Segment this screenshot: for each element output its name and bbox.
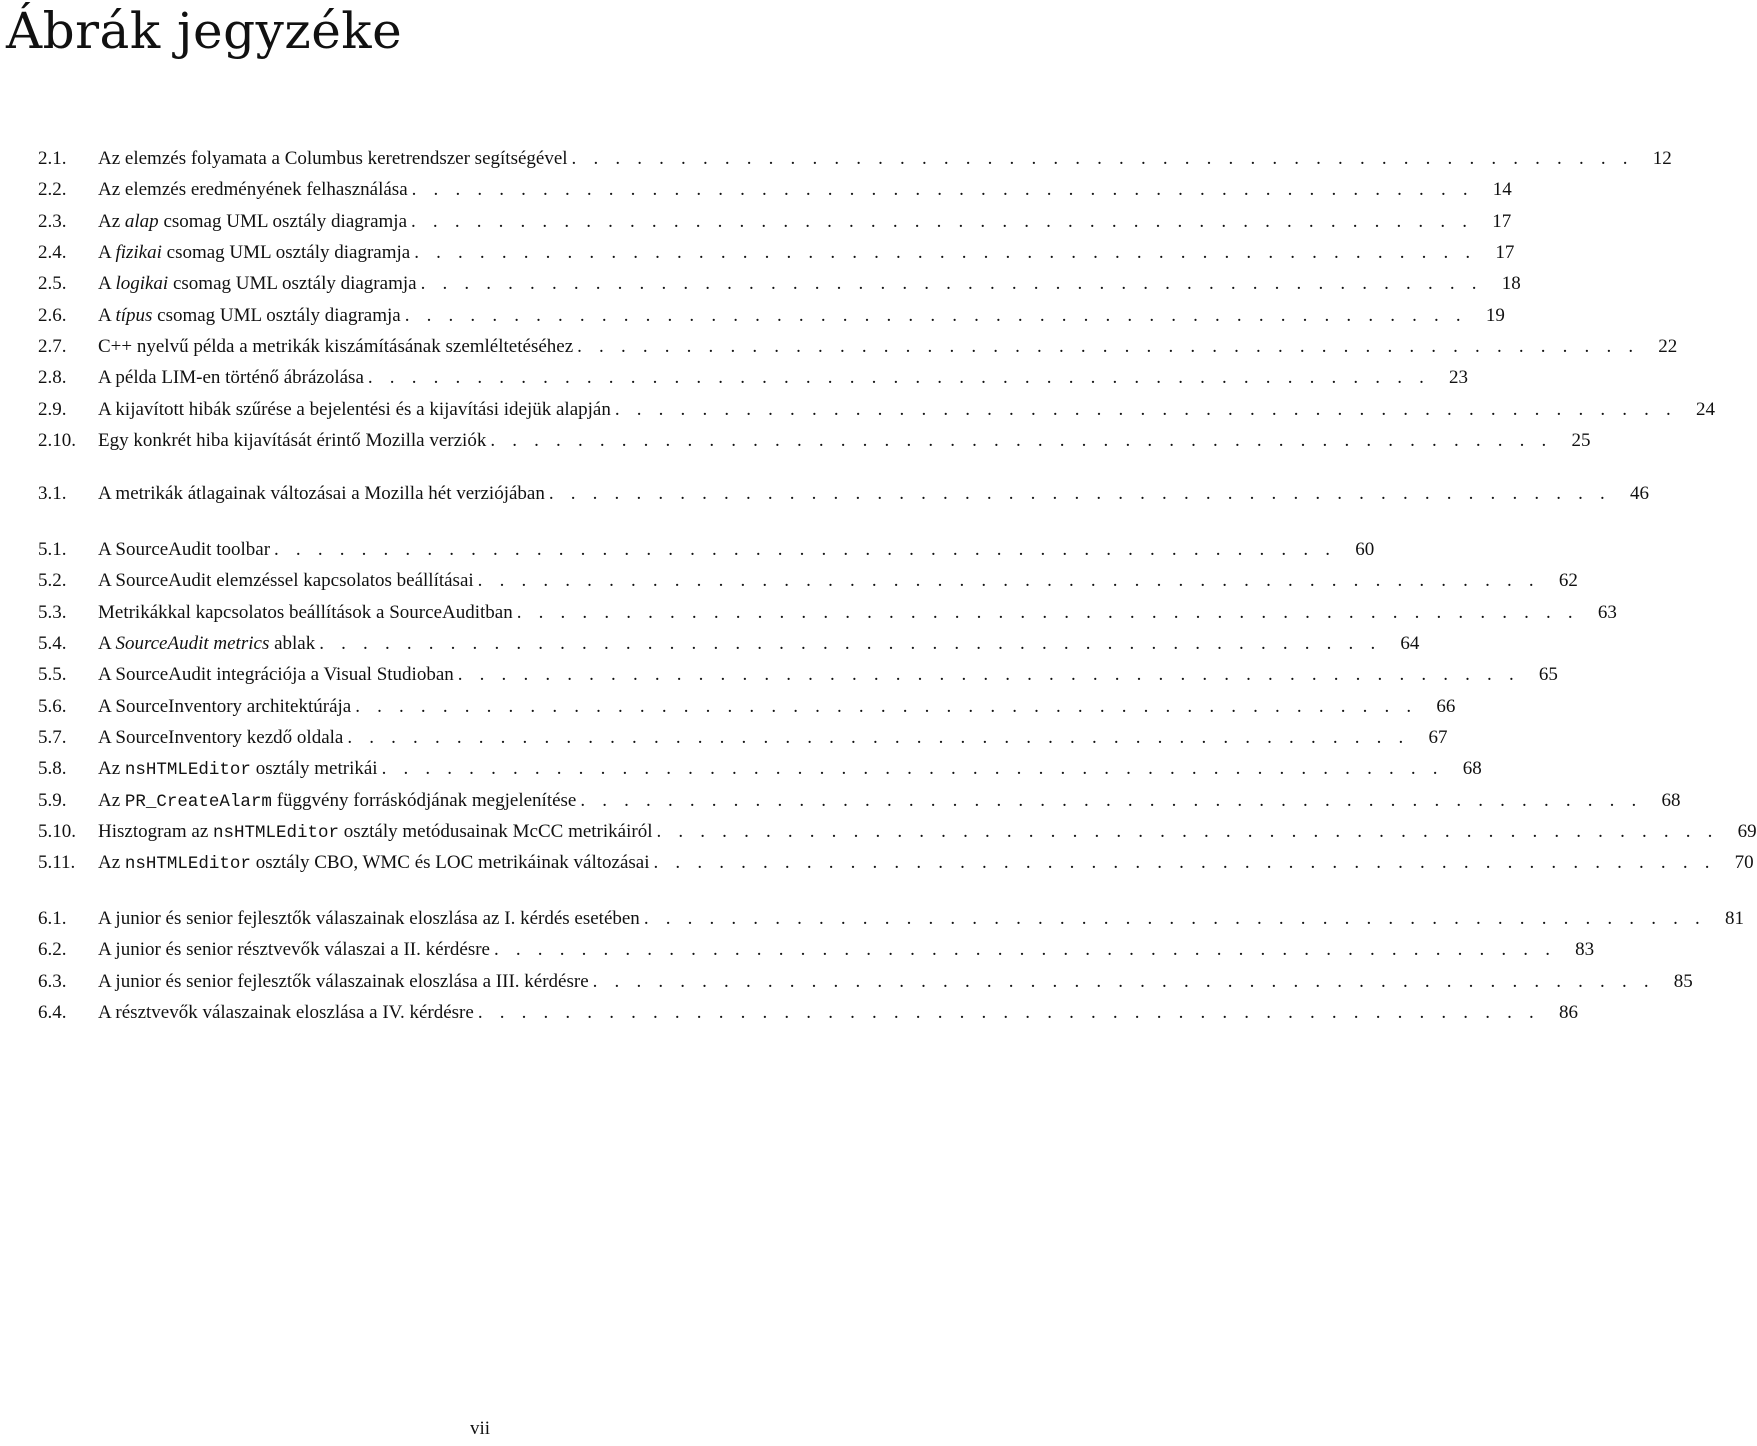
figure-title-part: A SourceInventory kezdő oldala: [98, 727, 344, 749]
page-ref: 86: [1558, 1002, 1578, 1024]
figure-number: 2.7.: [38, 336, 67, 358]
figure-number: 3.1.: [38, 483, 67, 504]
figure-title: [98, 997, 474, 1028]
figure-number: 5.1.: [38, 539, 67, 560]
page-number: vii: [469, 1418, 491, 1439]
figure-number: 2.2.: [38, 179, 67, 201]
figure-number: 2.10.: [38, 430, 76, 452]
page-ref: 60: [1355, 539, 1375, 560]
figure-number: 6.3.: [38, 970, 67, 992]
page-ref: 68: [1661, 789, 1681, 811]
toc-entry[interactable]: [38, 425, 1591, 456]
dot-leader: . . . . . . . . . . . . . . . . . . . . . . . . . . . . . . . . . . . . . . . . . . . . . . . . .: [457, 664, 1520, 686]
dot-leader: . . . . . . . . . . . . . . . . . . . . . . . . . . . . . . . . . . . . . . . . . . . . . . . . .: [490, 430, 1553, 452]
dot-leader: . . . . . . . . . . . . . . . . . . . . . . . . . . . . . . . . . . . . . . . . . . . . . . . . .: [653, 852, 1716, 874]
figure-title-part: Metrikákkal kapcsolatos beállítások a SourceAuditban: [98, 601, 513, 623]
figure-title-part: csomag UML osztály diagramja: [168, 273, 417, 295]
figure-title-part: A junior és senior fejlesztők válaszainak eloszlása a III. kérdésre: [98, 970, 589, 992]
figure-title-part: Hisztogram az: [98, 821, 214, 843]
toc-entry[interactable]: [38, 753, 1482, 784]
figure-title-part: A: [98, 242, 116, 264]
figure-title: [98, 966, 589, 997]
page-ref: 68: [1462, 758, 1482, 780]
figure-title: [98, 565, 474, 596]
dot-leader: . . . . . . . . . . . . . . . . . . . . . . . . . . . . . . . . . . . . . . . . . . . . . . . . .: [414, 242, 1477, 264]
figure-title: [98, 534, 270, 565]
dot-leader: . . . . . . . . . . . . . . . . . . . . . . . . . . . . . . . . . . . . . . . . . . . . . . . . .: [420, 273, 1483, 295]
toc-group-chapter-3: [38, 478, 1649, 509]
page-ref: 64: [1400, 633, 1420, 655]
figure-title: [98, 425, 486, 456]
figure-number: 5.6.: [38, 695, 67, 717]
toc-entry[interactable]: [38, 816, 1757, 847]
figure-title-part: Az: [98, 789, 125, 811]
figure-title-part: fizikai: [115, 242, 162, 264]
figure-title-part: típus: [115, 304, 153, 326]
figure-number: 2.8.: [38, 367, 67, 389]
figure-title-part: Az: [98, 758, 125, 780]
figure-number: 5.5.: [38, 664, 67, 686]
page-ref: 62: [1558, 570, 1578, 592]
figure-number: 5.2.: [38, 570, 67, 592]
page-ref: 67: [1428, 727, 1448, 749]
page-ref: 81: [1724, 908, 1744, 929]
figure-number: 5.8.: [38, 758, 67, 780]
figure-title: [98, 785, 576, 818]
dot-leader: . . . . . . . . . . . . . . . . . . . . . . . . . . . . . . . . . . . . . . . . . . . . . . . . .: [355, 695, 1418, 717]
figure-title-part: A példa LIM-en történő ábrázolása: [98, 367, 364, 389]
figure-title-part: A SourceAudit elemzéssel kapcsolatos beállításai: [98, 570, 474, 592]
figure-title: [98, 659, 454, 690]
toc-entry[interactable]: [38, 394, 1715, 425]
page-ref: 63: [1597, 601, 1617, 623]
figure-title: [98, 628, 315, 659]
toc-entry[interactable]: [38, 331, 1678, 362]
dot-leader: . . . . . . . . . . . . . . . . . . . . . . . . . . . . . . . . . . . . . . . . . . . . . . . . .: [614, 398, 1677, 420]
page-ref: 19: [1485, 304, 1505, 326]
toc-entry[interactable]: [38, 143, 1672, 174]
page-ref: 85: [1673, 970, 1693, 992]
figure-title: [98, 816, 652, 849]
figure-title-part: A: [98, 304, 116, 326]
figure-title-part: Egy konkrét hiba kijavítását érintő Mozilla verziók: [98, 430, 487, 452]
dot-leader: . . . . . . . . . . . . . . . . . . . . . . . . . . . . . . . . . . . . . . . . . . . . . . . . .: [367, 367, 1431, 389]
dot-leader: . . . . . . . . . . . . . . . . . . . . . . . . . . . . . . . . . . . . . . . . . . . . . . . . .: [571, 148, 1634, 169]
figure-title: [98, 394, 611, 425]
figure-title-part: alap: [124, 210, 159, 232]
figure-title: [98, 722, 343, 753]
dot-leader: . . . . . . . . . . . . . . . . . . . . . . . . . . . . . . . . . . . . . . . . . . . . . . . . .: [347, 727, 1410, 749]
figure-title-part: csomag UML osztály diagramja: [161, 242, 411, 264]
figure-title-part: A: [98, 273, 116, 295]
figure-title: [98, 903, 640, 934]
figure-title-part: csomag UML osztály diagramja: [158, 210, 408, 232]
toc-entry[interactable]: [38, 659, 1558, 690]
toc-entry[interactable]: [38, 785, 1681, 816]
dot-leader: . . . . . . . . . . . . . . . . . . . . . . . . . . . . . . . . . . . . . . . . . . . . . . . . .: [411, 210, 1474, 232]
figure-title-part: nsHTMLEditor: [124, 854, 251, 875]
toc-entry[interactable]: [38, 300, 1505, 331]
toc-entry[interactable]: [38, 722, 1448, 753]
toc-entry[interactable]: [38, 966, 1693, 997]
page-ref: 70: [1734, 852, 1754, 874]
figure-number: 6.2.: [38, 939, 67, 961]
page-ref: 22: [1658, 336, 1678, 358]
dot-leader: . . . . . . . . . . . . . . . . . . . . . . . . . . . . . . . . . . . . . . . . . . . . . . . . .: [404, 304, 1467, 326]
toc-entry[interactable]: [38, 597, 1617, 628]
figure-title: [98, 237, 410, 268]
figure-number: 2.6.: [38, 304, 67, 326]
figure-title-part: nsHTMLEditor: [213, 823, 340, 844]
figure-title-part: A kijavított hibák szűrése a bejelentési és a kijavítási idejük alapján: [98, 398, 611, 420]
figure-title-part: Az: [98, 852, 125, 874]
dot-leader: . . . . . . . . . . . . . . . . . . . . . . . . . . . . . . . . . . . . . . . . . . . . . . . . .: [319, 633, 1382, 655]
figure-title-part: A SourceInventory architektúrája: [98, 695, 352, 717]
figure-title-part: A SourceAudit toolbar: [98, 539, 271, 560]
figure-title-part: osztály metódusainak McCC metrikáiról: [339, 821, 653, 843]
figure-number: 2.9.: [38, 398, 67, 420]
figure-title-part: Az elemzés eredményének felhasználása: [98, 179, 408, 201]
toc-entry[interactable]: [38, 478, 1649, 509]
figure-title: [98, 143, 568, 174]
toc-entry[interactable]: [38, 237, 1515, 268]
dot-leader: . . . . . . . . . . . . . . . . . . . . . . . . . . . . . . . . . . . . . . . . . . . . . . . . .: [381, 758, 1444, 780]
page-ref: 66: [1436, 695, 1456, 717]
toc-group-chapter-6: [38, 903, 1744, 1028]
dot-leader: . . . . . . . . . . . . . . . . . . . . . . . . . . . . . . . . . . . . . . . . . . . . . . . . .: [548, 483, 1611, 504]
figure-title: [98, 753, 378, 786]
dot-leader: . . . . . . . . . . . . . . . . . . . . . . . . . . . . . . . . . . . . . . . . . . . . . . . . .: [274, 539, 1337, 560]
dot-leader: . . . . . . . . . . . . . . . . . . . . . . . . . . . . . . . . . . . . . . . . . . . . . . . . .: [494, 939, 1557, 961]
figure-title-part: Az: [98, 210, 125, 232]
figure-number: 6.1.: [38, 908, 67, 929]
toc-group-chapter-2: [38, 143, 1715, 456]
figure-title-part: A metrikák átlagainak változásai a Mozilla hét verziójában: [98, 483, 545, 504]
toc-entry[interactable]: [38, 174, 1512, 205]
page-ref: 83: [1575, 939, 1595, 961]
toc-entry[interactable]: [38, 628, 1420, 659]
dot-leader: . . . . . . . . . . . . . . . . . . . . . . . . . . . . . . . . . . . . . . . . . . . . . . . . .: [516, 601, 1579, 623]
toc-entry[interactable]: [38, 268, 1521, 299]
figure-title: [98, 934, 490, 965]
figure-number: 6.4.: [38, 1002, 67, 1024]
figure-number: 5.10.: [38, 821, 76, 843]
figure-title-part: C++ nyelvű példa a metrikák kiszámításának szemléltetéséhez: [98, 336, 574, 358]
figure-title-part: A SourceAudit integrációja a Visual Studioban: [98, 664, 454, 686]
figure-title-part: A: [98, 633, 116, 655]
figure-title: [98, 174, 408, 205]
figure-title: [98, 478, 545, 509]
figure-title-part: osztály metrikái: [250, 758, 378, 780]
dot-leader: . . . . . . . . . . . . . . . . . . . . . . . . . . . . . . . . . . . . . . . . . . . . . . . . .: [411, 179, 1474, 201]
figure-title-part: PR_CreateAlarm: [124, 791, 272, 812]
figure-number: 5.11.: [38, 852, 76, 874]
dot-leader: . . . . . . . . . . . . . . . . . . . . . . . . . . . . . . . . . . . . . . . . . . . . . . . . .: [477, 1002, 1540, 1024]
toc-entry[interactable]: [38, 997, 1578, 1028]
page-ref: 17: [1495, 242, 1515, 264]
dot-leader: . . . . . . . . . . . . . . . . . . . . . . . . . . . . . . . . . . . . . . . . . . . . . . . . .: [580, 789, 1643, 811]
page-ref: 69: [1737, 821, 1757, 843]
figure-title-part: A junior és senior résztvevők válaszai a II. kérdésre: [98, 939, 490, 961]
figure-title: [98, 362, 364, 393]
figure-title-part: függvény forráskódjának megjelenítése: [271, 789, 577, 811]
figure-title: [98, 597, 513, 628]
figure-title-part: nsHTMLEditor: [124, 760, 251, 781]
figure-title-part: Az elemzés folyamata a Columbus keretrendszer segítségével: [98, 148, 568, 169]
toc-entry[interactable]: [38, 362, 1469, 393]
page-ref: 17: [1492, 210, 1512, 232]
figure-title-part: ablak: [269, 633, 316, 655]
figure-number: 5.7.: [38, 727, 67, 749]
figure-number: 5.4.: [38, 633, 67, 655]
page-ref: 24: [1696, 398, 1715, 420]
figure-number: 2.5.: [38, 273, 67, 295]
figure-number: 5.9.: [38, 789, 67, 811]
figure-number: 2.4.: [38, 242, 67, 264]
page-title: Ábrák jegyzéke: [6, 2, 403, 60]
figure-title: [98, 300, 401, 331]
dot-leader: . . . . . . . . . . . . . . . . . . . . . . . . . . . . . . . . . . . . . . . . . . . . . . . . .: [592, 970, 1655, 992]
figure-title-part: logikai: [115, 273, 169, 295]
page-ref: 25: [1571, 430, 1591, 452]
figure-title: [98, 331, 573, 362]
page-ref: 12: [1652, 148, 1672, 169]
toc-entry[interactable]: [38, 691, 1456, 722]
figure-title-part: csomag UML osztály diagramja: [152, 304, 401, 326]
page-ref: 14: [1492, 179, 1512, 201]
toc-entry[interactable]: [38, 565, 1578, 596]
dot-leader: . . . . . . . . . . . . . . . . . . . . . . . . . . . . . . . . . . . . . . . . . . . . . . . . .: [643, 908, 1706, 929]
figure-number: 5.3.: [38, 601, 67, 623]
dot-leader: . . . . . . . . . . . . . . . . . . . . . . . . . . . . . . . . . . . . . . . . . . . . . . . . .: [656, 821, 1719, 843]
toc-entry[interactable]: [38, 903, 1744, 934]
toc-entry[interactable]: [38, 534, 1375, 565]
toc-entry[interactable]: [38, 206, 1512, 237]
page-ref: 46: [1630, 483, 1649, 504]
figure-title-part: SourceAudit metrics: [115, 633, 270, 655]
page-ref: 65: [1538, 664, 1558, 686]
dot-leader: . . . . . . . . . . . . . . . . . . . . . . . . . . . . . . . . . . . . . . . . . . . . . . . . .: [577, 336, 1640, 358]
figure-title-part: A junior és senior fejlesztők válaszainak eloszlása az I. kérdés esetében: [98, 908, 640, 929]
toc-group-chapter-5: [38, 534, 1757, 879]
dot-leader: . . . . . . . . . . . . . . . . . . . . . . . . . . . . . . . . . . . . . . . . . . . . . . . . .: [477, 570, 1540, 592]
figure-number: 2.1.: [38, 148, 67, 169]
figure-title: [98, 691, 351, 722]
toc-entry[interactable]: [38, 847, 1754, 878]
figure-title-part: osztály CBO, WMC és LOC metrikáinak változásai: [250, 852, 650, 874]
figure-number: 2.3.: [38, 210, 67, 232]
figure-title: [98, 268, 417, 299]
figure-title-part: A résztvevők válaszainak eloszlása a IV. kérdésre: [98, 1002, 474, 1024]
figure-title: [98, 847, 650, 880]
toc-entry[interactable]: [38, 934, 1595, 965]
page-ref: 23: [1449, 367, 1469, 389]
page-ref: 18: [1501, 273, 1521, 295]
figure-title: [98, 206, 407, 237]
